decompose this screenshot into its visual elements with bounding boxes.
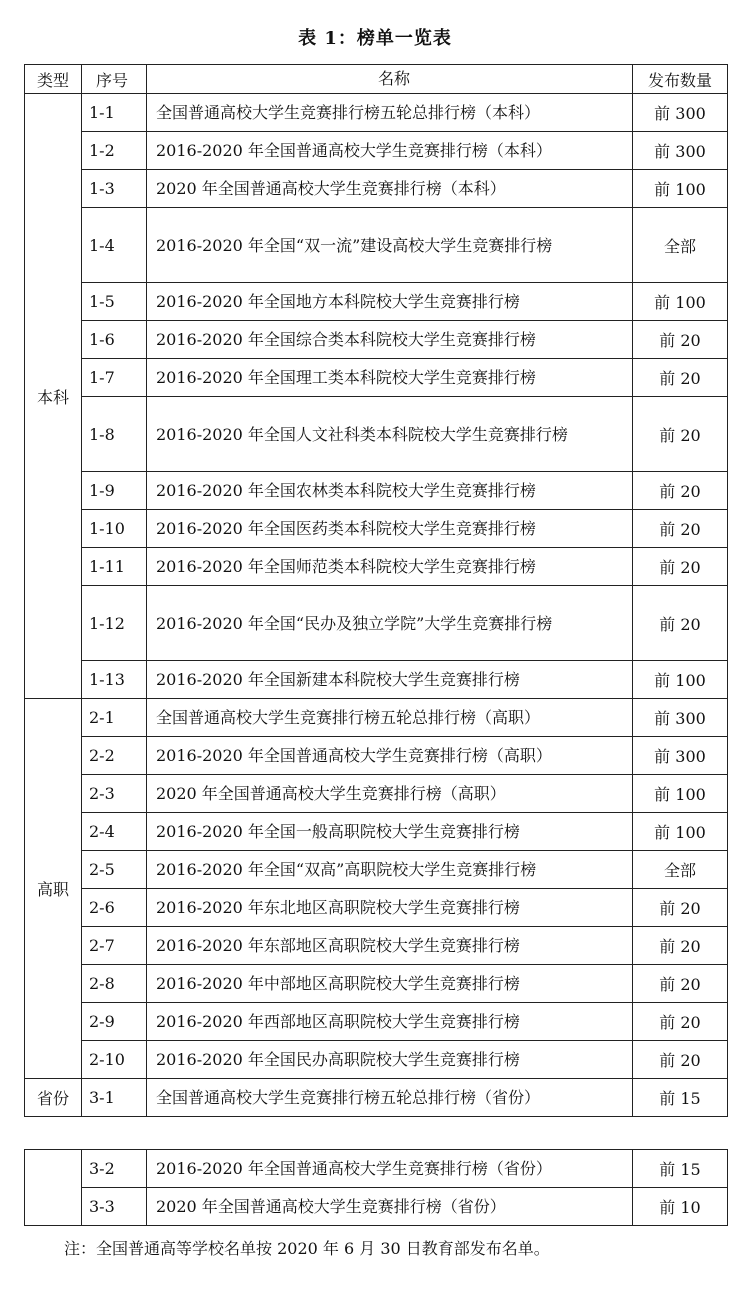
name-cell: 2016-2020 年全国理工类本科院校大学生竞赛排行榜 [147, 359, 633, 397]
count-cell: 全部 [633, 851, 728, 889]
count-cell: 前 100 [633, 283, 728, 321]
seq-cell: 3-2 [82, 1150, 147, 1188]
seq-cell: 2-9 [82, 1003, 147, 1041]
count-cell: 前 20 [633, 510, 728, 548]
name-cell: 2016-2020 年全国地方本科院校大学生竞赛排行榜 [147, 283, 633, 321]
table-row [25, 965, 728, 1003]
seq-cell: 2-7 [82, 927, 147, 965]
table-row [25, 397, 728, 472]
count-cell: 前 100 [633, 170, 728, 208]
header-name: 名称 [147, 65, 633, 94]
table-row [25, 661, 728, 699]
seq-cell: 3-1 [82, 1079, 147, 1117]
seq-cell: 1-5 [82, 283, 147, 321]
seq-cell: 1-3 [82, 170, 147, 208]
table-row [25, 94, 728, 132]
table-row [25, 1079, 728, 1117]
header-type: 类型 [25, 65, 82, 94]
type-cell [25, 1150, 82, 1226]
ranking-table [24, 64, 728, 1117]
count-cell: 全部 [633, 208, 728, 283]
name-cell: 2016-2020 年全国师范类本科院校大学生竞赛排行榜 [147, 548, 633, 586]
seq-cell: 1-13 [82, 661, 147, 699]
table-row [25, 586, 728, 661]
name-cell: 全国普通高校大学生竞赛排行榜五轮总排行榜（高职） [147, 699, 633, 737]
name-cell: 2016-2020 年全国普通高校大学生竞赛排行榜（本科） [147, 132, 633, 170]
seq-cell: 2-8 [82, 965, 147, 1003]
count-cell: 前 20 [633, 397, 728, 472]
seq-cell: 1-2 [82, 132, 147, 170]
seq-cell: 2-10 [82, 1041, 147, 1079]
seq-cell: 3-3 [82, 1188, 147, 1226]
table-row [25, 1003, 728, 1041]
table-row [25, 321, 728, 359]
name-cell: 全国普通高校大学生竞赛排行榜五轮总排行榜（本科） [147, 94, 633, 132]
table-row [25, 359, 728, 397]
name-cell: 2016-2020 年全国综合类本科院校大学生竞赛排行榜 [147, 321, 633, 359]
table-row [25, 813, 728, 851]
name-cell: 2016-2020 年全国“双高”高职院校大学生竞赛排行榜 [147, 851, 633, 889]
name-cell: 2016-2020 年全国农林类本科院校大学生竞赛排行榜 [147, 472, 633, 510]
name-cell: 2016-2020 年中部地区高职院校大学生竞赛排行榜 [147, 965, 633, 1003]
seq-cell: 2-5 [82, 851, 147, 889]
seq-cell: 1-7 [82, 359, 147, 397]
count-cell: 前 20 [633, 321, 728, 359]
count-cell: 前 300 [633, 737, 728, 775]
table-title: 表 1：榜单一览表 [298, 28, 452, 49]
table-row [25, 1150, 728, 1188]
seq-cell: 2-4 [82, 813, 147, 851]
seq-cell: 1-10 [82, 510, 147, 548]
name-cell: 2020 年全国普通高校大学生竞赛排行榜（高职） [147, 775, 633, 813]
name-cell: 2020 年全国普通高校大学生竞赛排行榜（本科） [147, 170, 633, 208]
table-row [25, 283, 728, 321]
table-row [25, 889, 728, 927]
count-cell: 前 20 [633, 1041, 728, 1079]
table-row [25, 170, 728, 208]
name-cell: 2016-2020 年全国“民办及独立学院”大学生竞赛排行榜 [147, 586, 633, 661]
seq-cell: 2-2 [82, 737, 147, 775]
table-row [25, 1041, 728, 1079]
name-cell: 2016-2020 年东北地区高职院校大学生竞赛排行榜 [147, 889, 633, 927]
table-row [25, 927, 728, 965]
count-cell: 前 20 [633, 472, 728, 510]
type-cell: 省份 [25, 1079, 82, 1117]
count-cell: 前 20 [633, 359, 728, 397]
name-cell: 2016-2020 年全国一般高职院校大学生竞赛排行榜 [147, 813, 633, 851]
count-cell: 前 20 [633, 1003, 728, 1041]
seq-cell: 1-8 [82, 397, 147, 472]
count-cell: 前 20 [633, 586, 728, 661]
seq-cell: 1-6 [82, 321, 147, 359]
seq-cell: 1-4 [82, 208, 147, 283]
table-row [25, 851, 728, 889]
count-cell: 前 20 [633, 548, 728, 586]
name-cell: 2016-2020 年全国普通高校大学生竞赛排行榜（省份） [147, 1150, 633, 1188]
seq-cell: 1-12 [82, 586, 147, 661]
seq-cell: 1-1 [82, 94, 147, 132]
count-cell: 前 20 [633, 965, 728, 1003]
count-cell: 前 300 [633, 94, 728, 132]
type-cell: 本科 [25, 94, 82, 699]
table-note: 注：全国普通高等学校名单按 2020 年 6 月 30 日教育部发布名单。 [64, 1239, 550, 1258]
name-cell: 2016-2020 年东部地区高职院校大学生竞赛排行榜 [147, 927, 633, 965]
count-cell: 前 300 [633, 699, 728, 737]
table-row [25, 510, 728, 548]
name-cell: 2016-2020 年全国“双一流”建设高校大学生竞赛排行榜 [147, 208, 633, 283]
table-row [25, 699, 728, 737]
table-row [25, 548, 728, 586]
count-cell: 前 15 [633, 1150, 728, 1188]
name-cell: 2020 年全国普通高校大学生竞赛排行榜（省份） [147, 1188, 633, 1226]
seq-cell: 2-3 [82, 775, 147, 813]
name-cell: 2016-2020 年全国人文社科类本科院校大学生竞赛排行榜 [147, 397, 633, 472]
count-cell: 前 15 [633, 1079, 728, 1117]
name-cell: 全国普通高校大学生竞赛排行榜五轮总排行榜（省份） [147, 1079, 633, 1117]
table-row [25, 737, 728, 775]
seq-cell: 1-9 [82, 472, 147, 510]
seq-cell: 2-6 [82, 889, 147, 927]
name-cell: 2016-2020 年全国民办高职院校大学生竞赛排行榜 [147, 1041, 633, 1079]
count-cell: 前 100 [633, 813, 728, 851]
type-cell: 高职 [25, 699, 82, 1079]
count-cell: 前 10 [633, 1188, 728, 1226]
name-cell: 2016-2020 年全国新建本科院校大学生竞赛排行榜 [147, 661, 633, 699]
count-cell: 前 20 [633, 889, 728, 927]
ranking-table-continued [24, 1149, 728, 1226]
seq-cell: 1-11 [82, 548, 147, 586]
count-cell: 前 100 [633, 775, 728, 813]
table-row [25, 1188, 728, 1226]
name-cell: 2016-2020 年全国医药类本科院校大学生竞赛排行榜 [147, 510, 633, 548]
header-count: 发布数量 [633, 65, 728, 94]
table-row [25, 208, 728, 283]
table-row [25, 775, 728, 813]
name-cell: 2016-2020 年全国普通高校大学生竞赛排行榜（高职） [147, 737, 633, 775]
table-row [25, 132, 728, 170]
count-cell: 前 100 [633, 661, 728, 699]
seq-cell: 2-1 [82, 699, 147, 737]
count-cell: 前 20 [633, 927, 728, 965]
name-cell: 2016-2020 年西部地区高职院校大学生竞赛排行榜 [147, 1003, 633, 1041]
header-seq: 序号 [82, 65, 147, 94]
count-cell: 前 300 [633, 132, 728, 170]
table-row [25, 472, 728, 510]
